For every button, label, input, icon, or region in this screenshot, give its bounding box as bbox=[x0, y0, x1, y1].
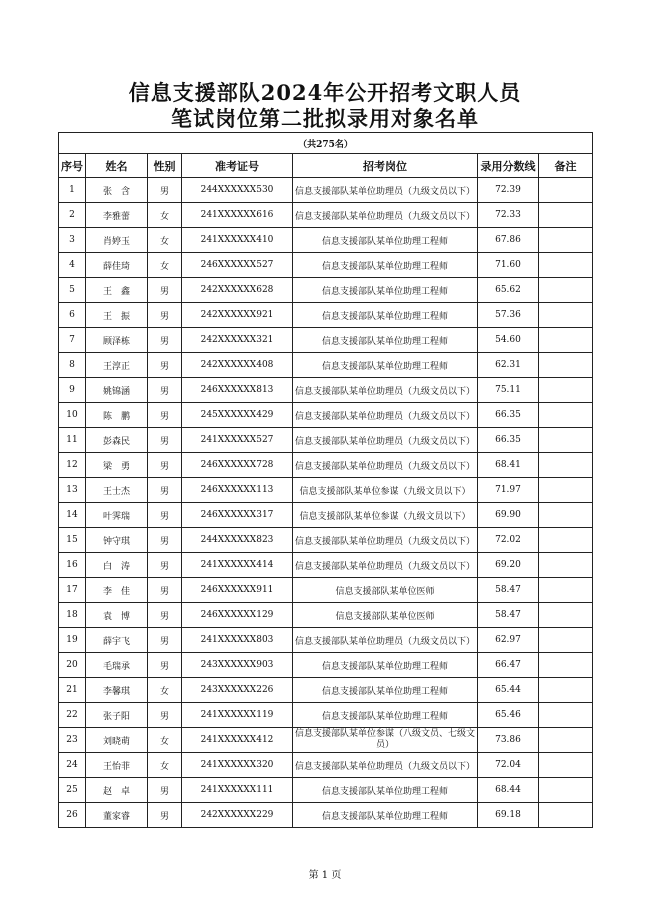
table-row bbox=[59, 428, 593, 453]
table-row bbox=[59, 328, 593, 353]
table-row bbox=[59, 253, 593, 278]
cell-score: 66.47 bbox=[478, 653, 539, 678]
cell-score: 72.02 bbox=[478, 528, 539, 553]
cell-score: 72.33 bbox=[478, 203, 539, 228]
cell-note bbox=[539, 403, 593, 428]
cell-name: 赵 卓 bbox=[86, 778, 148, 803]
cell-position: 信息支援部队某单位助理员（九级文员以下） bbox=[293, 178, 478, 203]
cell-note bbox=[539, 503, 593, 528]
cell-position: 信息支援部队某单位医师 bbox=[293, 603, 478, 628]
document-title-line-2: 笔试岗位第二批拟录用对象名单 bbox=[171, 106, 479, 131]
cell-gender: 女 bbox=[148, 228, 182, 253]
cell-exam-id: 246XXXXXX129 bbox=[182, 603, 293, 628]
cell-score: 66.35 bbox=[478, 428, 539, 453]
cell-position: 信息支援部队某单位助理工程师 bbox=[293, 653, 478, 678]
cell-exam-id: 246XXXXXX911 bbox=[182, 578, 293, 603]
cell-exam-id: 241XXXXXX616 bbox=[182, 203, 293, 228]
cell-note bbox=[539, 803, 593, 828]
header-gender: 性别 bbox=[148, 154, 182, 178]
table-row bbox=[59, 753, 593, 778]
cell-position: 信息支援部队某单位助理员（九级文员以下） bbox=[293, 553, 478, 578]
cell-exam-id: 244XXXXXX823 bbox=[182, 528, 293, 553]
cell-exam-id: 242XXXXXX321 bbox=[182, 328, 293, 353]
cell-position: 信息支援部队某单位助理员（九级文员以下） bbox=[293, 378, 478, 403]
cell-score: 73.86 bbox=[478, 728, 539, 753]
cell-no: 6 bbox=[59, 303, 86, 328]
cell-name: 彭森民 bbox=[86, 428, 148, 453]
cell-position: 信息支援部队某单位助理员（九级文员以下） bbox=[293, 203, 478, 228]
cell-position: 信息支援部队某单位助理工程师 bbox=[293, 303, 478, 328]
cell-score: 62.31 bbox=[478, 353, 539, 378]
cell-no: 12 bbox=[59, 453, 86, 478]
cell-no: 19 bbox=[59, 628, 86, 653]
cell-position: 信息支援部队某单位助理工程师 bbox=[293, 353, 478, 378]
cell-exam-id: 244XXXXXX530 bbox=[182, 178, 293, 203]
cell-name: 王怡菲 bbox=[86, 753, 148, 778]
cell-name: 王 振 bbox=[86, 303, 148, 328]
table-row bbox=[59, 178, 593, 203]
cell-position: 信息支援部队某单位助理员（九级文员以下） bbox=[293, 428, 478, 453]
cell-note bbox=[539, 378, 593, 403]
table-row bbox=[59, 478, 593, 503]
cell-gender: 男 bbox=[148, 528, 182, 553]
cell-gender: 男 bbox=[148, 403, 182, 428]
cell-score: 69.20 bbox=[478, 553, 539, 578]
cell-score: 72.04 bbox=[478, 753, 539, 778]
cell-no: 23 bbox=[59, 728, 86, 753]
cell-note bbox=[539, 753, 593, 778]
cell-no: 4 bbox=[59, 253, 86, 278]
candidate-table bbox=[58, 132, 593, 828]
cell-note bbox=[539, 328, 593, 353]
cell-name: 梁 勇 bbox=[86, 453, 148, 478]
cell-note bbox=[539, 703, 593, 728]
header-score: 录用分数线 bbox=[478, 154, 539, 178]
cell-position: 信息支援部队某单位助理员（九级文员以下） bbox=[293, 528, 478, 553]
table-row bbox=[59, 703, 593, 728]
cell-position: 信息支援部队某单位参谋（九级文员以下） bbox=[293, 478, 478, 503]
cell-no: 25 bbox=[59, 778, 86, 803]
cell-no: 8 bbox=[59, 353, 86, 378]
cell-note bbox=[539, 603, 593, 628]
cell-exam-id: 243XXXXXX903 bbox=[182, 653, 293, 678]
cell-position: 信息支援部队某单位助理员（九级文员以下） bbox=[293, 403, 478, 428]
cell-exam-id: 241XXXXXX320 bbox=[182, 753, 293, 778]
cell-score: 71.60 bbox=[478, 253, 539, 278]
cell-exam-id: 241XXXXXX111 bbox=[182, 778, 293, 803]
cell-score: 68.41 bbox=[478, 453, 539, 478]
table-row bbox=[59, 728, 593, 753]
cell-exam-id: 245XXXXXX429 bbox=[182, 403, 293, 428]
cell-name: 李雅蕾 bbox=[86, 203, 148, 228]
cell-gender: 女 bbox=[148, 678, 182, 703]
cell-note bbox=[539, 278, 593, 303]
table-row bbox=[59, 803, 593, 828]
cell-name: 薛宇飞 bbox=[86, 628, 148, 653]
cell-note bbox=[539, 303, 593, 328]
cell-position: 信息支援部队某单位医师 bbox=[293, 578, 478, 603]
cell-name: 刘晓萌 bbox=[86, 728, 148, 753]
cell-gender: 男 bbox=[148, 178, 182, 203]
cell-score: 65.44 bbox=[478, 678, 539, 703]
table-row bbox=[59, 653, 593, 678]
cell-position: 信息支援部队某单位助理员（九级文员以下） bbox=[293, 753, 478, 778]
cell-gender: 男 bbox=[148, 428, 182, 453]
cell-score: 58.47 bbox=[478, 603, 539, 628]
cell-exam-id: 246XXXXXX813 bbox=[182, 378, 293, 403]
cell-gender: 男 bbox=[148, 303, 182, 328]
cell-no: 1 bbox=[59, 178, 86, 203]
cell-gender: 女 bbox=[148, 203, 182, 228]
cell-note bbox=[539, 728, 593, 753]
cell-name: 叶霁瑞 bbox=[86, 503, 148, 528]
cell-position: 信息支援部队某单位助理员（九级文员以下） bbox=[293, 453, 478, 478]
cell-position: 信息支援部队某单位助理工程师 bbox=[293, 703, 478, 728]
total-count: （共275名） bbox=[59, 133, 593, 154]
cell-name: 王 鑫 bbox=[86, 278, 148, 303]
cell-name: 薛佳琦 bbox=[86, 253, 148, 278]
cell-no: 13 bbox=[59, 478, 86, 503]
cell-note bbox=[539, 453, 593, 478]
table-row bbox=[59, 203, 593, 228]
cell-position: 信息支援部队某单位助理工程师 bbox=[293, 803, 478, 828]
cell-no: 11 bbox=[59, 428, 86, 453]
cell-position: 信息支援部队某单位助理工程师 bbox=[293, 778, 478, 803]
cell-gender: 男 bbox=[148, 703, 182, 728]
cell-name: 顾泽栋 bbox=[86, 328, 148, 353]
cell-name: 董家睿 bbox=[86, 803, 148, 828]
cell-note bbox=[539, 578, 593, 603]
cell-exam-id: 246XXXXXX527 bbox=[182, 253, 293, 278]
cell-gender: 男 bbox=[148, 353, 182, 378]
cell-no: 15 bbox=[59, 528, 86, 553]
table-row bbox=[59, 228, 593, 253]
cell-exam-id: 246XXXXXX317 bbox=[182, 503, 293, 528]
cell-score: 67.86 bbox=[478, 228, 539, 253]
cell-gender: 男 bbox=[148, 653, 182, 678]
cell-name: 袁 博 bbox=[86, 603, 148, 628]
cell-score: 75.11 bbox=[478, 378, 539, 403]
cell-name: 陈 鹏 bbox=[86, 403, 148, 428]
cell-no: 10 bbox=[59, 403, 86, 428]
total-count-row bbox=[59, 133, 593, 154]
cell-gender: 男 bbox=[148, 803, 182, 828]
cell-score: 54.60 bbox=[478, 328, 539, 353]
header-row bbox=[59, 154, 593, 178]
cell-score: 57.36 bbox=[478, 303, 539, 328]
table-row bbox=[59, 278, 593, 303]
cell-gender: 男 bbox=[148, 328, 182, 353]
cell-no: 7 bbox=[59, 328, 86, 353]
cell-no: 14 bbox=[59, 503, 86, 528]
cell-note bbox=[539, 178, 593, 203]
cell-gender: 男 bbox=[148, 553, 182, 578]
table-row bbox=[59, 528, 593, 553]
cell-exam-id: 246XXXXXX728 bbox=[182, 453, 293, 478]
table-row bbox=[59, 578, 593, 603]
cell-no: 21 bbox=[59, 678, 86, 703]
header-exam-id: 准考证号 bbox=[182, 154, 293, 178]
cell-note bbox=[539, 428, 593, 453]
table-row bbox=[59, 553, 593, 578]
header-position: 招考岗位 bbox=[293, 154, 478, 178]
header-name: 姓名 bbox=[86, 154, 148, 178]
cell-no: 20 bbox=[59, 653, 86, 678]
cell-note bbox=[539, 478, 593, 503]
cell-gender: 女 bbox=[148, 253, 182, 278]
cell-position: 信息支援部队某单位助理工程师 bbox=[293, 678, 478, 703]
table-row bbox=[59, 778, 593, 803]
cell-note bbox=[539, 678, 593, 703]
cell-gender: 男 bbox=[148, 603, 182, 628]
cell-gender: 男 bbox=[148, 453, 182, 478]
cell-note bbox=[539, 628, 593, 653]
table-row bbox=[59, 628, 593, 653]
cell-position: 信息支援部队某单位参谋（九级文员以下） bbox=[293, 503, 478, 528]
cell-name: 王士杰 bbox=[86, 478, 148, 503]
cell-no: 17 bbox=[59, 578, 86, 603]
cell-name: 张子阳 bbox=[86, 703, 148, 728]
cell-score: 71.97 bbox=[478, 478, 539, 503]
cell-no: 5 bbox=[59, 278, 86, 303]
table-row bbox=[59, 603, 593, 628]
cell-gender: 女 bbox=[148, 728, 182, 753]
cell-score: 69.90 bbox=[478, 503, 539, 528]
cell-position: 信息支援部队某单位参谋（八级文员、七级文员） bbox=[293, 728, 478, 753]
cell-name: 肖婷玉 bbox=[86, 228, 148, 253]
cell-name: 姚锦涵 bbox=[86, 378, 148, 403]
cell-position: 信息支援部队某单位助理工程师 bbox=[293, 328, 478, 353]
cell-note bbox=[539, 353, 593, 378]
cell-position: 信息支援部队某单位助理工程师 bbox=[293, 228, 478, 253]
table-row bbox=[59, 303, 593, 328]
cell-name: 毛瑞承 bbox=[86, 653, 148, 678]
cell-gender: 男 bbox=[148, 503, 182, 528]
cell-score: 68.44 bbox=[478, 778, 539, 803]
cell-gender: 男 bbox=[148, 478, 182, 503]
cell-no: 26 bbox=[59, 803, 86, 828]
cell-exam-id: 241XXXXXX527 bbox=[182, 428, 293, 453]
cell-gender: 男 bbox=[148, 628, 182, 653]
cell-score: 62.97 bbox=[478, 628, 539, 653]
cell-position: 信息支援部队某单位助理员（九级文员以下） bbox=[293, 628, 478, 653]
cell-no: 18 bbox=[59, 603, 86, 628]
cell-name: 张 含 bbox=[86, 178, 148, 203]
cell-position: 信息支援部队某单位助理工程师 bbox=[293, 278, 478, 303]
header-note: 备注 bbox=[539, 154, 593, 178]
cell-score: 72.39 bbox=[478, 178, 539, 203]
cell-score: 65.62 bbox=[478, 278, 539, 303]
cell-score: 65.46 bbox=[478, 703, 539, 728]
cell-note bbox=[539, 778, 593, 803]
cell-name: 王淳正 bbox=[86, 353, 148, 378]
cell-note bbox=[539, 203, 593, 228]
cell-exam-id: 241XXXXXX803 bbox=[182, 628, 293, 653]
cell-score: 66.35 bbox=[478, 403, 539, 428]
table-row bbox=[59, 378, 593, 403]
cell-exam-id: 241XXXXXX410 bbox=[182, 228, 293, 253]
cell-no: 16 bbox=[59, 553, 86, 578]
cell-exam-id: 242XXXXXX229 bbox=[182, 803, 293, 828]
document-title-line-1: 信息支援部队2024年公开招考文职人员 bbox=[128, 80, 522, 105]
cell-no: 22 bbox=[59, 703, 86, 728]
cell-gender: 男 bbox=[148, 278, 182, 303]
cell-score: 69.18 bbox=[478, 803, 539, 828]
cell-exam-id: 242XXXXXX408 bbox=[182, 353, 293, 378]
cell-gender: 女 bbox=[148, 753, 182, 778]
cell-note bbox=[539, 528, 593, 553]
table-row bbox=[59, 678, 593, 703]
cell-gender: 男 bbox=[148, 778, 182, 803]
cell-score: 58.47 bbox=[478, 578, 539, 603]
cell-name: 李馨琪 bbox=[86, 678, 148, 703]
cell-no: 2 bbox=[59, 203, 86, 228]
cell-gender: 男 bbox=[148, 378, 182, 403]
header-no: 序号 bbox=[59, 154, 86, 178]
cell-no: 3 bbox=[59, 228, 86, 253]
cell-exam-id: 241XXXXXX412 bbox=[182, 728, 293, 753]
cell-position: 信息支援部队某单位助理工程师 bbox=[293, 253, 478, 278]
cell-note bbox=[539, 553, 593, 578]
cell-exam-id: 246XXXXXX113 bbox=[182, 478, 293, 503]
cell-exam-id: 241XXXXXX414 bbox=[182, 553, 293, 578]
cell-note bbox=[539, 228, 593, 253]
cell-exam-id: 243XXXXXX226 bbox=[182, 678, 293, 703]
cell-no: 24 bbox=[59, 753, 86, 778]
cell-note bbox=[539, 653, 593, 678]
cell-name: 白 涛 bbox=[86, 553, 148, 578]
table-row bbox=[59, 503, 593, 528]
table-row bbox=[59, 353, 593, 378]
cell-exam-id: 242XXXXXX921 bbox=[182, 303, 293, 328]
page-number: 第 1 页 bbox=[308, 870, 342, 881]
cell-note bbox=[539, 253, 593, 278]
cell-name: 李 佳 bbox=[86, 578, 148, 603]
cell-gender: 男 bbox=[148, 578, 182, 603]
cell-no: 9 bbox=[59, 378, 86, 403]
cell-name: 钟守琪 bbox=[86, 528, 148, 553]
table-row bbox=[59, 453, 593, 478]
cell-exam-id: 241XXXXXX119 bbox=[182, 703, 293, 728]
cell-exam-id: 242XXXXXX628 bbox=[182, 278, 293, 303]
table-row bbox=[59, 403, 593, 428]
